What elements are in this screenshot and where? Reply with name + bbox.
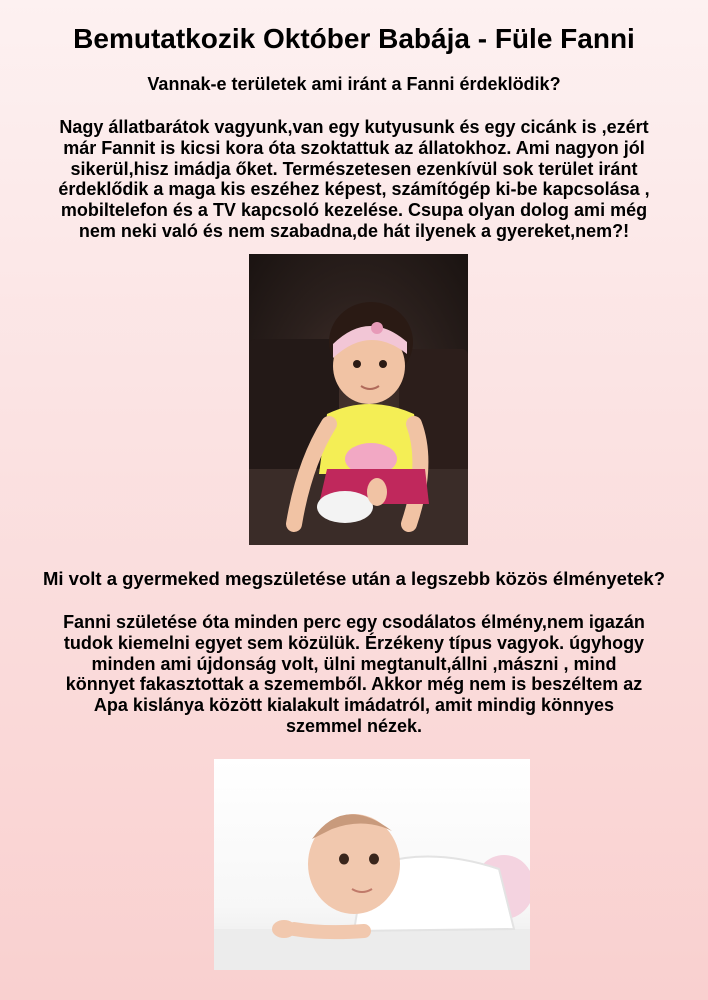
photo-baby-lying-illustration [214,759,530,970]
photo-toddler-sitting [249,254,468,545]
answer-1-line: mobiltelefon és a TV kapcsoló kezelése. Csupa olyan dolog ami még [60,200,648,221]
page-title: Bemutatkozik Október Babája - Füle Fanni [73,23,635,54]
question-2: Mi volt a gyermeked megszületése után a legszebb közös élményetek? [42,568,666,589]
answer-1-line: nem neki való és nem szabadna,de hát ilyenek a gyereket,nem?! [78,220,630,241]
answer-1 [30,117,678,242]
photo-toddler-sitting-illustration [249,254,468,545]
answer-2-line: minden ami újdonság volt, ülni megtanult,állni ,mászni , mind [91,653,617,674]
photo-baby-lying [214,759,530,970]
answer-2-line: könnyet fakasztottak a szememből. Akkor még nem is beszéltem az [65,674,643,695]
answer-2-line: tudok kiemelni egyet sem közülük. Érzékeny típus vagyok. úgyhogy [63,632,645,653]
answer-2-line: szemmel nézek. [285,715,423,736]
answer-1-line: már Fannit is kicsi kora óta szoktattuk az állatokhoz. Ami nagyon jól [63,137,645,158]
answer-2-line: Fanni születése óta minden perc egy csodálatos élmény,nem igazán [63,612,645,632]
answer-1-line: érdeklődik a maga kis eszéhez képest, számítógép ki-be kapcsolása , [58,179,650,200]
answer-1-line: sikerül,hisz imádja őket. Természetesen ezenkívül sok terület iránt [70,158,638,179]
question-1: Vannak-e területek ami iránt a Fanni érdeklödik? [147,74,561,94]
answer-2 [30,612,678,737]
answer-2-line: Apa kislánya között kialakult imádatról, amit mindig könnyes [93,695,615,716]
answer-1-line: Nagy állatbarátok vagyunk,van egy kutyusunk és egy cicánk is ,ezért [59,117,649,137]
